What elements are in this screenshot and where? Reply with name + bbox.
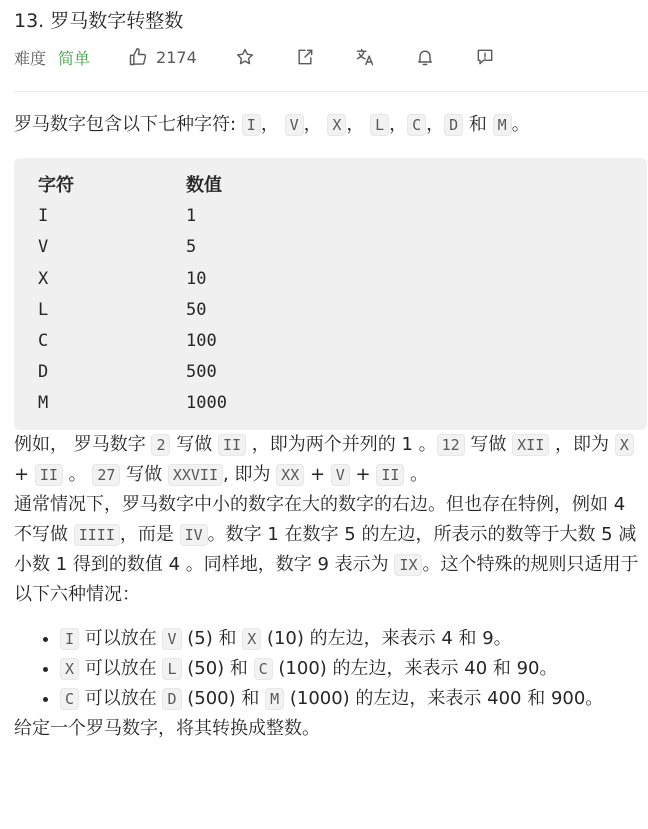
separator: ，: [426, 114, 445, 135]
difficulty-badge: 简单: [58, 48, 91, 68]
bell-icon: [415, 47, 435, 67]
rule-code: IX: [394, 554, 422, 576]
example-text: 写做: [464, 433, 513, 455]
case-text: (50) 和: [181, 657, 254, 679]
table-cell-value: 500: [186, 362, 217, 383]
share-icon: [295, 47, 315, 67]
case-code: C: [254, 658, 273, 680]
roman-symbol-code: X: [327, 114, 346, 136]
separator: ，: [260, 114, 279, 135]
example-code: II: [35, 464, 63, 486]
roman-symbol-code: V: [285, 114, 304, 136]
table-cell-value: 50: [186, 299, 207, 320]
table-row: [38, 326, 623, 357]
roman-symbol-code: C: [407, 114, 426, 136]
separator: ，: [303, 114, 322, 135]
example-code: XX: [276, 464, 304, 486]
rule-text: 通常情况下，罗马数字中小的数字在大的数字的右边。但也存在特例，例如 4 不写做: [14, 493, 626, 545]
table-cell-symbol: V: [38, 237, 49, 258]
table-cell-value: 10: [186, 268, 207, 289]
rule-code: IV: [180, 524, 208, 546]
example-code: II: [218, 434, 246, 456]
rule-text: 。数字 1 在数字 5 的左边，所表示的数等于大数 5 减小数 1 得到的数值 4 。同样地，数字 9 表示为: [14, 523, 637, 575]
example-code: XXVII: [168, 464, 223, 486]
case-code: L: [162, 658, 181, 680]
intro-paragraph: [14, 110, 648, 140]
header-divider: [14, 91, 648, 92]
case-text: (10) 的左边，来表示 4 和 9。: [261, 627, 512, 649]
case-text: 可以放在: [79, 687, 163, 709]
example-text: ，即为两个并列的 1 。: [246, 433, 437, 455]
share-button[interactable]: [295, 47, 315, 67]
table-cell-symbol: I: [38, 206, 49, 227]
table-row: [38, 388, 623, 419]
case-text: (500) 和: [181, 687, 266, 709]
table-header-symbol: 字符: [38, 175, 74, 196]
example-text: ，即为: [549, 433, 615, 455]
symbol-value-table: [14, 158, 647, 430]
example-code: X: [615, 434, 634, 456]
case-text: (5) 和: [181, 627, 243, 649]
favorite-button[interactable]: [235, 47, 255, 67]
table-cell-symbol: C: [38, 331, 49, 352]
case-code: X: [60, 658, 79, 680]
difficulty-label: 难度: [14, 48, 47, 68]
case-code: M: [265, 688, 284, 710]
translate-icon: [355, 47, 375, 67]
table-row: [38, 232, 623, 263]
table-cell-value: 5: [186, 237, 197, 258]
table-row: [38, 295, 623, 326]
table-cell-symbol: M: [38, 393, 49, 414]
rule-code: IIII: [74, 524, 120, 546]
example-text: 写做: [170, 433, 218, 455]
table-header-row: [38, 170, 623, 201]
example-text: +: [14, 463, 35, 485]
example-text: 。: [62, 463, 93, 485]
case-text: 可以放在: [79, 657, 163, 679]
case-text: 可以放在: [79, 627, 163, 649]
like-button[interactable]: [128, 47, 197, 67]
roman-symbol-code: M: [493, 114, 512, 136]
table-row: [38, 201, 623, 232]
table-cell-value: 1000: [186, 393, 227, 414]
star-icon: [235, 47, 255, 67]
table-cell-symbol: L: [38, 299, 49, 320]
example-text: +: [304, 463, 331, 485]
problem-meta-bar: [14, 44, 495, 70]
list-item: [60, 684, 648, 714]
intro-text: 罗马数字包含以下七种字符:: [14, 114, 242, 135]
example-code: XII: [512, 434, 549, 456]
case-code: I: [60, 628, 79, 650]
separator: ，: [389, 114, 408, 135]
example-code: II: [376, 464, 404, 486]
case-code: D: [162, 688, 181, 710]
table-cell-symbol: D: [38, 362, 49, 383]
table-row: [38, 357, 623, 388]
table-cell-value: 1: [186, 206, 197, 227]
problem-title: 13. 罗马数字转整数: [14, 10, 184, 32]
roman-symbol-code: L: [370, 114, 389, 136]
like-count: 2174: [156, 47, 197, 67]
feedback-button[interactable]: [475, 47, 495, 67]
case-code: C: [60, 688, 79, 710]
feedback-icon: [475, 47, 495, 67]
example-text: 写做: [120, 463, 168, 485]
special-cases-list: [14, 624, 648, 714]
example-code: 27: [92, 464, 120, 486]
and-text: 和: [468, 114, 487, 135]
roman-symbol-code: D: [444, 114, 463, 136]
thumbs-up-icon: [128, 47, 148, 67]
table-header-value: 数值: [186, 175, 222, 196]
case-code: V: [162, 628, 181, 650]
example-text: , 即为: [223, 463, 277, 485]
example-text: +: [349, 463, 377, 485]
subscribe-button[interactable]: [415, 47, 435, 67]
rule-paragraph: [14, 490, 648, 610]
rule-text: ，而是: [119, 523, 180, 545]
list-item: [60, 654, 648, 684]
translate-button[interactable]: [355, 47, 375, 67]
problem-description: [14, 110, 648, 744]
table-row: [38, 264, 623, 295]
roman-symbol-code: I: [242, 114, 261, 136]
table-cell-symbol: X: [38, 268, 49, 289]
case-text: (1000) 的左边，来表示 400 和 900。: [284, 687, 604, 709]
separator: ，: [346, 114, 365, 135]
example-code: 12: [437, 434, 465, 456]
table-cell-value: 100: [186, 331, 217, 352]
list-item: [60, 624, 648, 654]
closing-paragraph: 给定一个罗马数字，将其转换成整数。: [14, 717, 320, 739]
rule-text: 。这个特殊的规则只适用于以下六种情况：: [14, 553, 639, 605]
period: 。: [511, 114, 530, 135]
example-code: 2: [151, 434, 170, 456]
example-paragraph: [14, 430, 648, 490]
case-text: (100) 的左边，来表示 40 和 90。: [272, 657, 558, 679]
case-code: X: [242, 628, 261, 650]
example-text: 例如， 罗马数字: [14, 433, 152, 455]
example-text: 。: [404, 463, 429, 485]
example-code: V: [331, 464, 350, 486]
